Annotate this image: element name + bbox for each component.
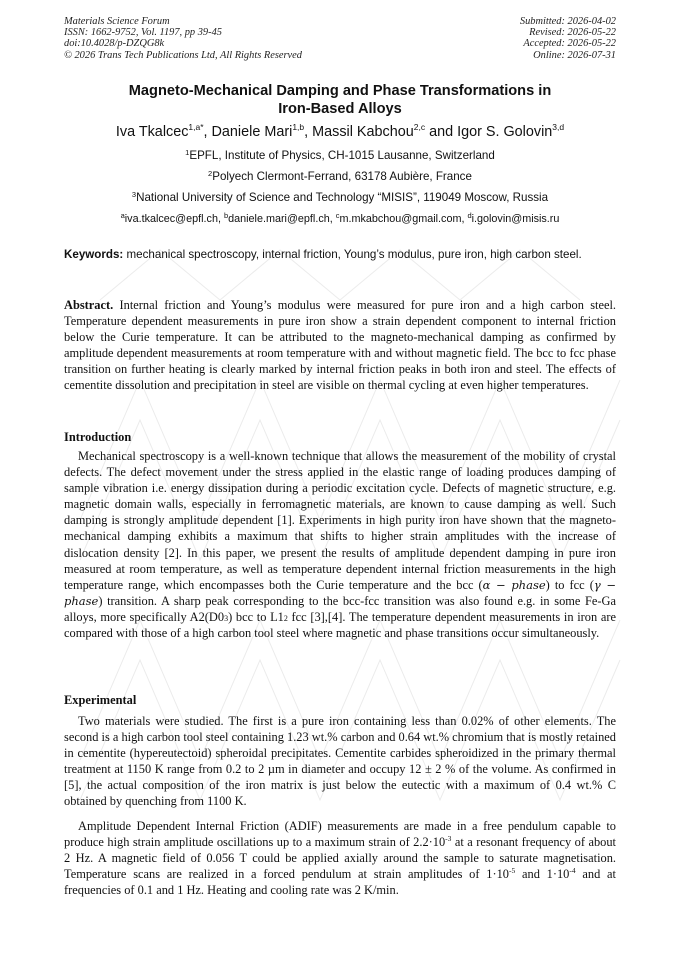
- revised-date: Revised: 2026-05-22: [529, 27, 616, 39]
- header-left: [64, 16, 302, 61]
- affiliation-text: National University of Science and Technology “MISIS”, 119049 Moscow, Russia: [136, 191, 549, 204]
- header-right: [520, 16, 616, 61]
- exp-text: and at frequencies of 0.1 and 1 Hz. Heating and cooling rate was 2 K/min.: [64, 867, 616, 898]
- intro-text: Mechanical spectroscopy is a well-known technique that allows the measurement of the mobility of crystal defects. The defect movement under the stress applied in the elastic range of loading produces damping of sample vibration i.e. energy dissipation during a periodic excitation cycle. Defects of magnetic structure, e.g. magnetic domain walls, especially in ferromagnetic materials, are known to cause damping as well. Such damping is strongly amplitude dependent [1]. Experiments in high purity iron have shown that the magneto-mechanical damping exhibits a maximum that shifts to higher strain amplitudes with the increase of dislocation density [2]. In this paper, we present the results of amplitude dependent damping in pure iron measured at room temperature, as well as temperature dependent internal friction measurements in the high temperature range, which encompasses both the Curie temperature and the bcc (: [64, 449, 616, 592]
- affiliation-text: Polyech Clermont-Ferrand, 63178 Aubière, France: [212, 170, 472, 183]
- experimental-paragraph-1: Two materials were studied. The first is a pure iron containing less than 0.02% of other elements. The second is a high carbon tool steel containing 1.23 wt.% carbon and 0.64 wt.% chromium that is mostly retained in cementite (hypereutectoid) spheroidal precipitates. Cementite carbides spheroidized in the primary thermal treatment at 1150 K range from 0.2 to 2 µm in diameter and occupy 12 ± 2 % of the volume. As confirmed in [5], the actual composition of the iron matrix is just below the eutectic with a maximum of 0.4 wt.% C obtained by quenching from 1100 K.: [64, 714, 616, 809]
- online-date: Online: 2026-07-31: [533, 49, 616, 61]
- exp-text: Amplitude Dependent Internal Friction (ADIF) measurements are made in a free pendulum capable to produce high strain amplitude oscillations up to a maximum strain of 2.2·10: [64, 819, 616, 850]
- author-list: [64, 123, 616, 141]
- email-link[interactable]: daniele.mari@epfl.ch: [228, 213, 330, 225]
- paper-title: [64, 82, 616, 118]
- abstract-label: Abstract.: [64, 298, 114, 312]
- author-emails: $^a$iva.tkalcec@epfl.ch, $^b$daniele.mari@epfl.ch, $^c$m.mkabchou@gmail.com, $^d$i.golovin@misis.ru: [120, 211, 560, 225]
- email-sup: a: [120, 211, 125, 220]
- email-sup: c: [335, 211, 340, 220]
- gamma-phase-symbol: γ − phase: [64, 577, 617, 608]
- affiliation-text: EPFL, Institute of Physics, CH-1015 Lausanne, Switzerland: [189, 149, 495, 162]
- intro-text: ) transition. A sharp peak corresponding to the bcc-fcc transition was also found e.g. in some Fe-Ga alloys, more specifically A2(D0: [64, 593, 616, 624]
- experimental-paragraph-2: [64, 818, 616, 898]
- keywords: [64, 248, 616, 263]
- title-line-1: Magneto-Mechanical Damping and Phase Transformations in: [128, 83, 552, 99]
- intro-text: ) to fcc (: [545, 577, 594, 592]
- email-link[interactable]: m.mkabchou@gmail.com: [339, 213, 462, 225]
- affiliation-2: [64, 170, 616, 184]
- author-name: Massil Kabchou: [312, 124, 414, 140]
- accepted-date: Accepted: 2026-05-22: [523, 38, 616, 50]
- abstract-text: Internal friction and Young’s modulus were measured for pure iron and a high carbon steel. Temperature dependent measurements in pure iron show a strain dependent component to internal friction below the Curie temperature. It can be attributed to the magneto-mechanical damping as confirmed by amplitude dependent measurements at room temperature with and without magnetic field. The bcc to fcc phase transition on further heating is clearly marked by internal friction peaks in both iron and steel. The effects of cementite dissolution and precipitation in steel are visible on thermal cycling at even higher temperatures.: [64, 298, 616, 393]
- author-name: Daniele Mari: [211, 124, 293, 140]
- affiliation-sup: 3: [131, 190, 137, 199]
- alpha-phase-symbol: α − phase: [482, 577, 546, 592]
- affiliation-1: [64, 149, 616, 163]
- intro-text: ) bcc to L1: [228, 609, 284, 624]
- section-heading-introduction: Introduction: [64, 430, 132, 444]
- email-sup: b: [223, 211, 229, 220]
- affiliation-sup: 2: [208, 169, 213, 178]
- author-name: Iva Tkalcec: [115, 124, 189, 140]
- section-heading-experimental: Experimental: [64, 693, 137, 707]
- intro-text: fcc [3],[4]. The temperature dependent measurements in iron are compared with those of a high carbon tool steel where magnetic and phase transitions occur simultaneously.: [64, 609, 616, 641]
- author-separator: ,: [304, 124, 313, 140]
- keywords-text: mechanical spectroscopy, internal friction, Young’s modulus, pure iron, high carbon steel.: [126, 248, 582, 261]
- exponent: -5: [508, 866, 516, 876]
- submitted-date: Submitted: 2026-04-02: [519, 16, 616, 27]
- author-separator: ,: [203, 124, 212, 140]
- exponent: -3: [445, 834, 452, 844]
- subscript: 3: [224, 613, 229, 623]
- email-link[interactable]: iva.tkalcec@epfl.ch: [124, 213, 218, 225]
- exponent: -4: [569, 866, 576, 876]
- journal-name: Materials Science Forum: [64, 16, 170, 27]
- abstract: [64, 297, 616, 394]
- copyright: © 2026 Trans Tech Publications Ltd, All Rights Reserved: [64, 49, 302, 61]
- email-link[interactable]: i.golovin@misis.ru: [471, 213, 560, 225]
- exp-text: at a resonant frequency of about 2 Hz. A magnetic field of 0.056 T could be applied axially around the sample to saturate magnetisation. Temperature scans are realized in a forced pendulum at strain amplitudes of 1·10: [64, 835, 616, 882]
- subscript: 2: [283, 613, 288, 623]
- doi[interactable]: doi:10.4028/p-DZQG8k: [64, 38, 165, 50]
- keywords-label: Keywords:: [64, 248, 124, 261]
- email-sup: d: [467, 211, 472, 220]
- author-sup: 1,a*: [188, 122, 204, 132]
- author-name: Igor S. Golovin: [457, 124, 553, 140]
- affiliation-3: [64, 191, 616, 205]
- author-and: and: [425, 124, 458, 140]
- introduction-paragraph: [64, 448, 616, 641]
- affiliation-sup: 1: [185, 148, 190, 157]
- issn: ISSN: 1662-9752, Vol. 1197, pp 39-45: [64, 27, 222, 39]
- author-sup: 3,d: [552, 122, 565, 132]
- exp-text: and 1·10: [515, 867, 570, 882]
- author-sup: 1,b: [292, 122, 305, 132]
- author-sup: 2,c: [413, 122, 426, 132]
- title-line-2: Iron-Based Alloys: [278, 101, 402, 117]
